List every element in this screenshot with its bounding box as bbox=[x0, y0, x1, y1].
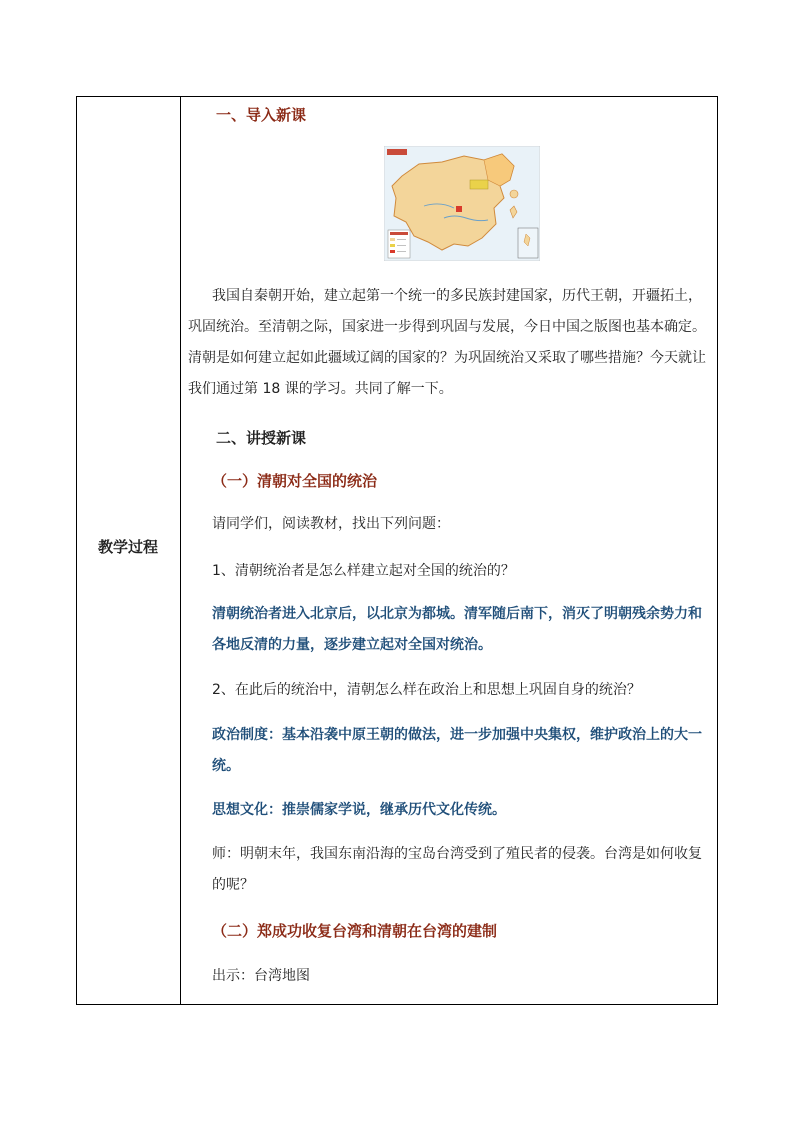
answer-2-politics-line-1: 政治制度：基本沿袭中原王朝的做法，进一步加强中央集权，维护政治上的大一 bbox=[212, 727, 702, 743]
intro-paragraph-line-3: 清朝是如何建立起如此疆域辽阔的国家的？为巩固统治又采取了哪些措施？今天就让 bbox=[188, 350, 706, 366]
subsection-heading-taiwan: （二）郑成功收复台湾和清朝在台湾的建制 bbox=[212, 922, 498, 940]
intro-paragraph-line-2: 巩固统治。至清朝之际，国家进一步得到巩固与发展，今日中国之版图也基本确定。 bbox=[188, 319, 706, 335]
row-label: 教学过程 bbox=[97, 538, 158, 556]
answer-1-line-2: 各地反清的力量，逐步建立起对全国对统治。 bbox=[212, 637, 492, 653]
qing-dynasty-map-image bbox=[384, 146, 540, 261]
intro-paragraph-line-4: 我们通过第 18 课的学习。共同了解一下。 bbox=[188, 381, 453, 397]
show-taiwan-map: 出示：台湾地图 bbox=[212, 968, 310, 984]
answer-2-politics-line-2: 统。 bbox=[212, 758, 240, 774]
question-2: 2、在此后的统治中，清朝怎么样在政治上和思想上巩固自身的统治？ bbox=[212, 682, 641, 698]
intro-paragraph-line-1: 我国自秦朝开始，建立起第一个统一的多民族封建国家，历代王朝，开疆拓土， bbox=[212, 288, 702, 304]
reading-instruction: 请同学们，阅读教材，找出下列问题： bbox=[212, 516, 450, 532]
table-column-divider bbox=[180, 96, 181, 1005]
subsection-heading-qing-rule: （一）清朝对全国的统治 bbox=[212, 472, 378, 490]
answer-2-culture: 思想文化：推崇儒家学说，继承历代文化传统。 bbox=[212, 802, 506, 818]
section-heading-new-lesson: 二、讲授新课 bbox=[216, 429, 307, 447]
answer-1-line-1: 清朝统治者进入北京后，以北京为都城。清军随后南下，消灭了明朝残余势力和 bbox=[212, 606, 702, 622]
teacher-remark-line-2: 的呢？ bbox=[212, 877, 254, 893]
teacher-remark-line-1: 师：明朝末年，我国东南沿海的宝岛台湾受到了殖民者的侵袭。台湾是如何收复 bbox=[212, 846, 702, 862]
section-heading-intro: 一、导入新课 bbox=[216, 106, 307, 124]
question-1: 1、清朝统治者是怎么样建立起对全国的统治的？ bbox=[212, 563, 515, 579]
